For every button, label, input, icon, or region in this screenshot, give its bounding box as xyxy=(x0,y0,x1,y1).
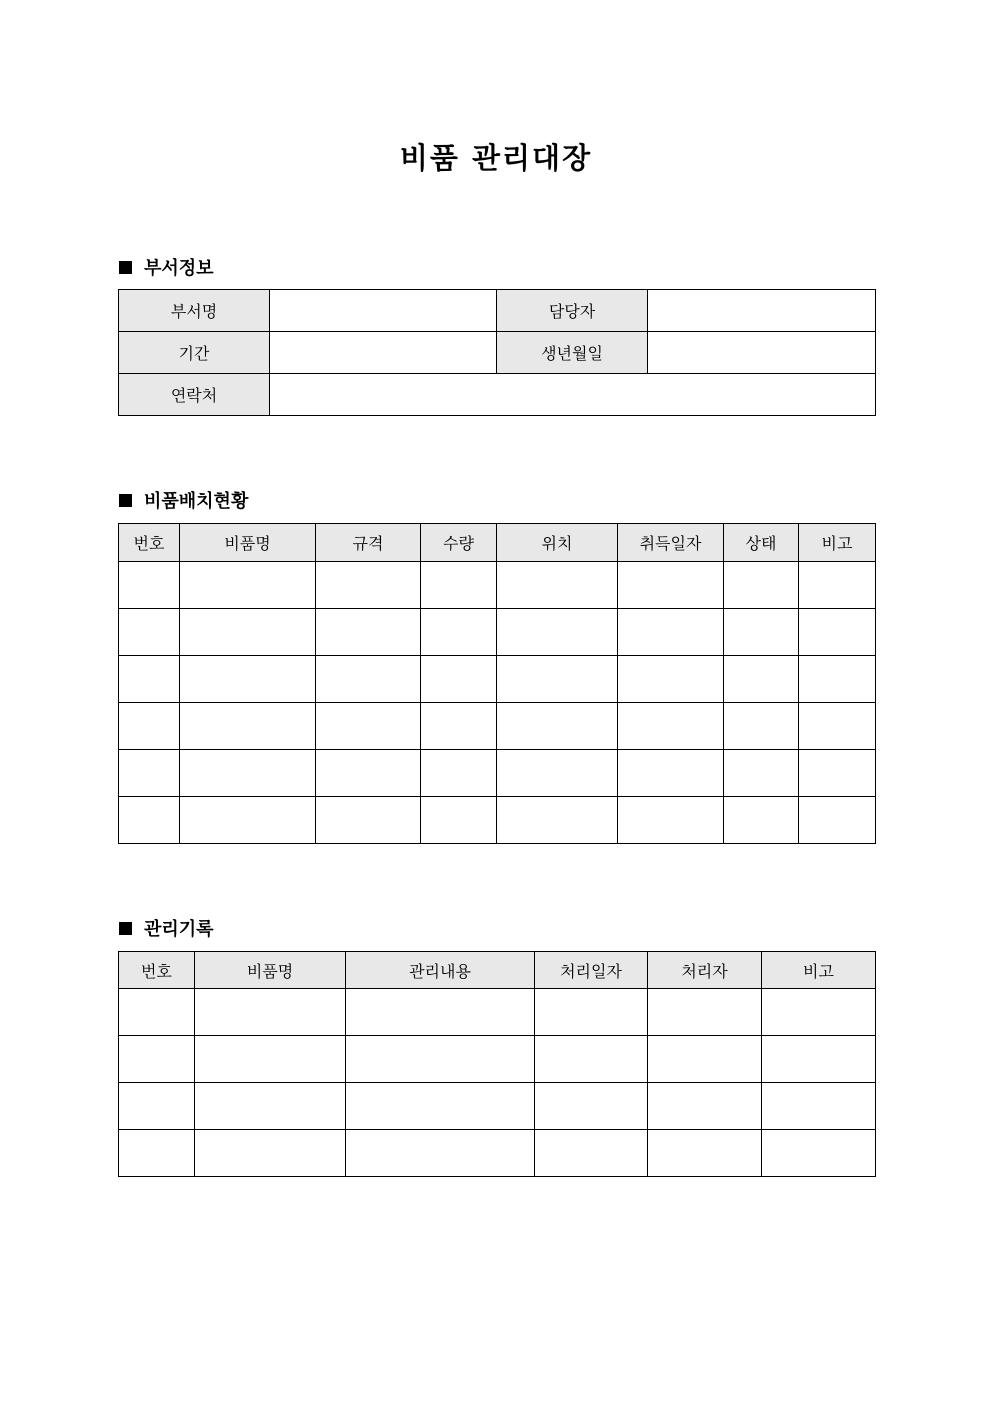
table-cell[interactable] xyxy=(618,703,724,750)
table-cell[interactable] xyxy=(119,609,180,656)
document-title: 비품 관리대장 xyxy=(399,141,593,175)
square-bullet-icon xyxy=(119,261,132,274)
records-section-heading xyxy=(119,915,214,941)
col-header-spec: 규격 xyxy=(316,524,421,562)
table-row xyxy=(119,562,876,609)
table-cell[interactable] xyxy=(421,797,497,844)
table-header-row xyxy=(119,952,876,989)
table-cell[interactable] xyxy=(648,1036,762,1083)
table-cell[interactable] xyxy=(180,750,316,797)
birthdate-field[interactable] xyxy=(648,332,876,374)
items-placement-table xyxy=(118,523,876,844)
col-header-handler: 처리자 xyxy=(648,952,762,989)
table-cell[interactable] xyxy=(180,562,316,609)
contact-label: 연락처 xyxy=(119,374,270,416)
table-cell[interactable] xyxy=(195,1130,346,1177)
period-label: 기간 xyxy=(119,332,270,374)
table-row xyxy=(119,703,876,750)
table-row xyxy=(119,1036,876,1083)
table-cell[interactable] xyxy=(180,703,316,750)
table-row xyxy=(119,797,876,844)
management-records-table xyxy=(118,951,876,1177)
table-cell[interactable] xyxy=(195,1036,346,1083)
table-cell[interactable] xyxy=(618,609,724,656)
table-cell[interactable] xyxy=(421,609,497,656)
col-header-number: 번호 xyxy=(119,524,180,562)
table-cell[interactable] xyxy=(346,989,535,1036)
col-header-remarks: 비고 xyxy=(762,952,876,989)
table-cell[interactable] xyxy=(799,750,876,797)
table-cell[interactable] xyxy=(346,1130,535,1177)
table-cell[interactable] xyxy=(762,1083,876,1130)
table-cell[interactable] xyxy=(180,797,316,844)
table-cell[interactable] xyxy=(724,656,799,703)
table-cell[interactable] xyxy=(799,562,876,609)
table-cell[interactable] xyxy=(119,656,180,703)
items-section-heading xyxy=(119,487,248,513)
table-cell[interactable] xyxy=(762,1130,876,1177)
table-cell[interactable] xyxy=(195,989,346,1036)
dept-section-heading xyxy=(119,254,214,280)
table-cell[interactable] xyxy=(316,562,421,609)
table-cell[interactable] xyxy=(119,703,180,750)
table-cell[interactable] xyxy=(346,1083,535,1130)
table-row xyxy=(119,750,876,797)
table-cell[interactable] xyxy=(421,750,497,797)
table-cell[interactable] xyxy=(180,609,316,656)
table-cell[interactable] xyxy=(497,562,618,609)
table-cell[interactable] xyxy=(195,1083,346,1130)
table-cell[interactable] xyxy=(316,656,421,703)
table-cell[interactable] xyxy=(497,609,618,656)
table-cell[interactable] xyxy=(119,750,180,797)
square-bullet-icon xyxy=(119,494,132,507)
table-row xyxy=(119,1130,876,1177)
table-cell[interactable] xyxy=(535,1130,648,1177)
manager-field[interactable] xyxy=(648,290,876,332)
table-cell[interactable] xyxy=(497,656,618,703)
col-header-item-name: 비품명 xyxy=(180,524,316,562)
table-cell[interactable] xyxy=(724,562,799,609)
contact-field[interactable] xyxy=(270,374,876,416)
table-cell[interactable] xyxy=(618,562,724,609)
table-cell[interactable] xyxy=(799,656,876,703)
table-cell[interactable] xyxy=(762,1036,876,1083)
period-field[interactable] xyxy=(270,332,497,374)
table-cell[interactable] xyxy=(421,656,497,703)
table-cell[interactable] xyxy=(648,989,762,1036)
table-cell[interactable] xyxy=(497,750,618,797)
table-cell[interactable] xyxy=(180,656,316,703)
table-cell[interactable] xyxy=(648,1130,762,1177)
table-cell[interactable] xyxy=(119,562,180,609)
dept-info-table xyxy=(118,289,876,416)
table-cell[interactable] xyxy=(316,797,421,844)
table-row xyxy=(119,989,876,1036)
table-cell[interactable] xyxy=(497,797,618,844)
table-cell[interactable] xyxy=(316,609,421,656)
col-header-quantity: 수량 xyxy=(421,524,497,562)
items-section-heading-label: 비품배치현황 xyxy=(144,491,249,512)
table-cell[interactable] xyxy=(119,1130,195,1177)
table-cell[interactable] xyxy=(618,656,724,703)
table-cell[interactable] xyxy=(119,1036,195,1083)
table-cell[interactable] xyxy=(535,1083,648,1130)
birthdate-label: 생년월일 xyxy=(497,332,648,374)
table-cell[interactable] xyxy=(497,703,618,750)
manager-label: 담당자 xyxy=(497,290,648,332)
table-cell[interactable] xyxy=(119,797,180,844)
table-cell[interactable] xyxy=(119,989,195,1036)
records-section-heading-label: 관리기록 xyxy=(144,919,214,940)
table-row xyxy=(119,609,876,656)
table-cell[interactable] xyxy=(762,989,876,1036)
table-cell[interactable] xyxy=(799,703,876,750)
table-cell[interactable] xyxy=(421,562,497,609)
table-cell[interactable] xyxy=(535,1036,648,1083)
table-cell[interactable] xyxy=(724,750,799,797)
table-cell[interactable] xyxy=(799,609,876,656)
table-cell[interactable] xyxy=(724,609,799,656)
dept-name-field[interactable] xyxy=(270,290,497,332)
table-cell[interactable] xyxy=(316,750,421,797)
col-header-status: 상태 xyxy=(724,524,799,562)
table-cell[interactable] xyxy=(316,703,421,750)
table-row xyxy=(119,1083,876,1130)
table-row xyxy=(119,290,876,332)
dept-name-label: 부서명 xyxy=(119,290,270,332)
col-header-remarks: 비고 xyxy=(799,524,876,562)
table-cell[interactable] xyxy=(119,1083,195,1130)
table-cell[interactable] xyxy=(799,797,876,844)
table-cell[interactable] xyxy=(346,1036,535,1083)
col-header-location: 위치 xyxy=(497,524,618,562)
table-header-row xyxy=(119,524,876,562)
square-bullet-icon xyxy=(119,922,132,935)
table-row xyxy=(119,332,876,374)
table-row xyxy=(119,374,876,416)
table-row xyxy=(119,656,876,703)
table-cell[interactable] xyxy=(618,750,724,797)
table-cell[interactable] xyxy=(421,703,497,750)
dept-section-heading-label: 부서정보 xyxy=(144,258,214,279)
col-header-processed-date: 처리일자 xyxy=(535,952,648,989)
table-cell[interactable] xyxy=(724,703,799,750)
table-cell[interactable] xyxy=(724,797,799,844)
col-header-number: 번호 xyxy=(119,952,195,989)
table-cell[interactable] xyxy=(618,797,724,844)
col-header-acquired-date: 취득일자 xyxy=(618,524,724,562)
table-cell[interactable] xyxy=(535,989,648,1036)
table-cell[interactable] xyxy=(648,1083,762,1130)
col-header-item-name: 비품명 xyxy=(195,952,346,989)
col-header-management-content: 관리내용 xyxy=(346,952,535,989)
